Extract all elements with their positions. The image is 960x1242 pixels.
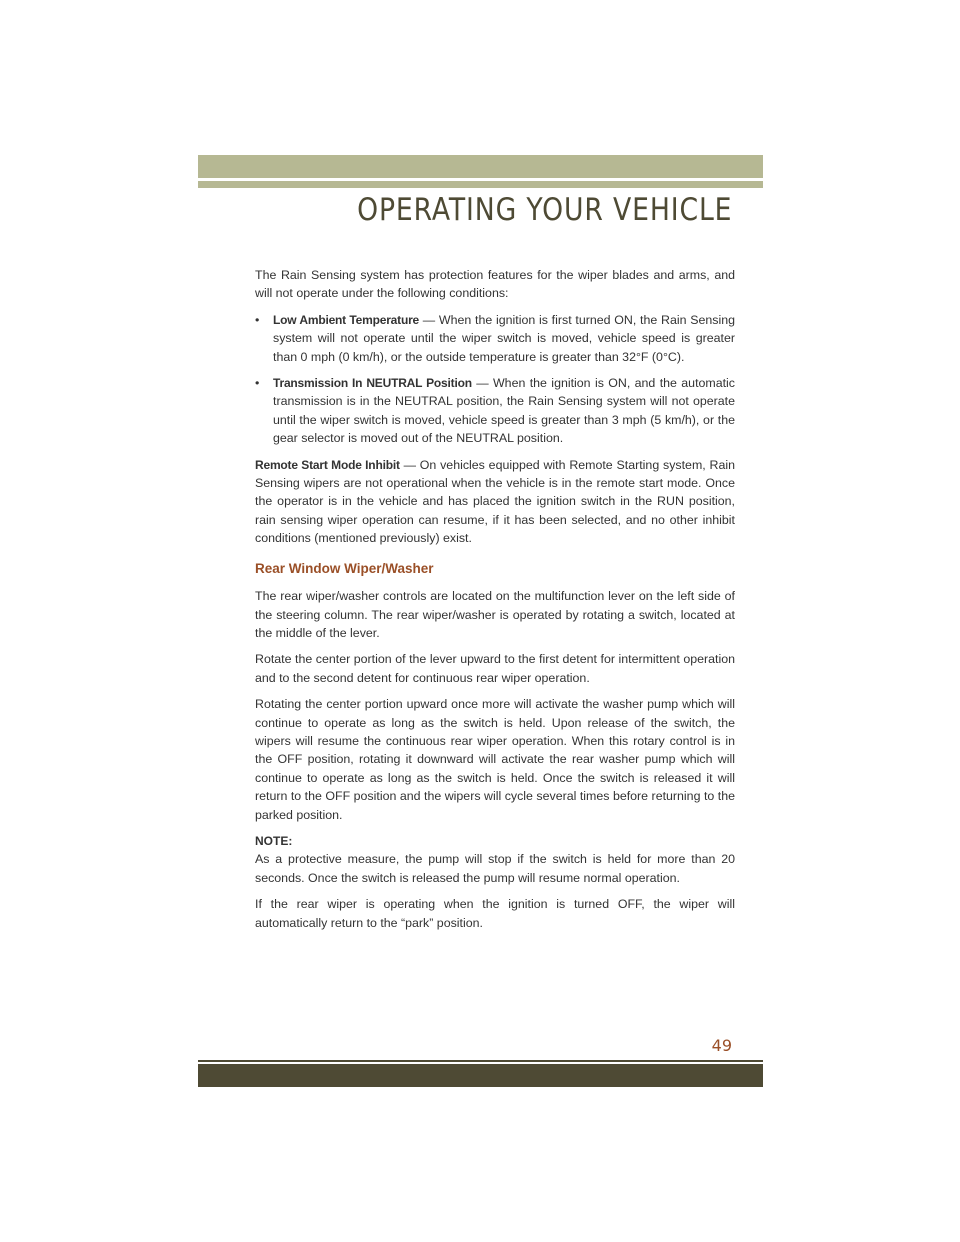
page-content (255, 266, 735, 940)
paragraph-washer-pump: Rotating the center portion upward once more will activate the washer pump which will continue to operate as long as the switch is held. Upon release of the switch, the wipers will resume the continuous rear wiper operation. When this rotary control is in the OFF position, rotating it downward will activate the rear washer pump which will continue to operate as long as the switch is held. Once the switch is released it will return to the OFF position and the wipers will cycle several times before returning to the parked position. (255, 697, 735, 822)
bullet-marker: • (255, 312, 260, 327)
footer-band (198, 1064, 763, 1087)
intro-paragraph: The Rain Sensing system has protection features for the wiper blades and arms, and will not operate under the following conditions: (255, 268, 735, 301)
bullet-term: Low Ambient Temperature (273, 312, 420, 327)
note-label: NOTE: (255, 833, 293, 848)
note-text: As a protective measure, the pump will stop if the switch is held for more than 20 seconds. Once the switch is released the pump will resume normal operation. (255, 852, 735, 885)
bullet-term: Transmission In NEUTRAL Position (273, 376, 472, 391)
remote-start-text: — On vehicles equipped with Remote Starting system, Rain Sensing wipers are not operational when the vehicle is in the remote start mode. Once the operator is in the vehicle and has placed the ignition switch in the RUN position, rain sensing wiper operation can resume, if it has been selected, and no other inhibit conditions (mentioned previously) exist. (255, 457, 735, 546)
bullet-transmission-neutral (255, 374, 735, 448)
paragraph-rotate-center: Rotate the center portion of the lever upward to the first detent for intermittent operation and to the second detent for continuous rear wiper operation. (255, 652, 735, 685)
note-block (255, 832, 735, 887)
header-rule (198, 181, 763, 188)
bullet-low-ambient-temperature (255, 311, 735, 366)
bullet-text: — When the ignition is first turned ON, the Rain Sensing system will not operate until the wiper switch is moved, vehicle speed is greater than 0 mph (0 km/h), or the outside temperature is greater than 32°F (0°C). (273, 312, 736, 364)
page-number: 49 (711, 1036, 732, 1055)
header-band (198, 155, 763, 178)
subheading-rear-window-wiper: Rear Window Wiper/Washer (255, 560, 434, 576)
footer-rule (198, 1060, 763, 1062)
remote-start-term: Remote Start Mode Inhibit (255, 457, 400, 472)
paragraph-controls-location: The rear wiper/washer controls are located on the multifunction lever on the left side of the steering column. The rear wiper/washer is operated by rotating a switch, located at the middle of the lever. (255, 589, 735, 640)
section-title: OPERATING YOUR VEHICLE (356, 192, 732, 228)
closing-paragraph: If the rear wiper is operating when the ignition is turned OFF, the wiper will automatically return to the “park” position. (255, 897, 735, 930)
bullet-text: — When the ignition is ON, and the automatic transmission is in the NEUTRAL position, the Rain Sensing system will not operate until the wiper switch is moved, vehicle speed is greater than 3 mph (5 km/h), or the gear selector is moved out of the NEUTRAL position. (273, 376, 736, 446)
remote-start-paragraph (255, 456, 735, 548)
bullet-marker: • (255, 376, 260, 391)
